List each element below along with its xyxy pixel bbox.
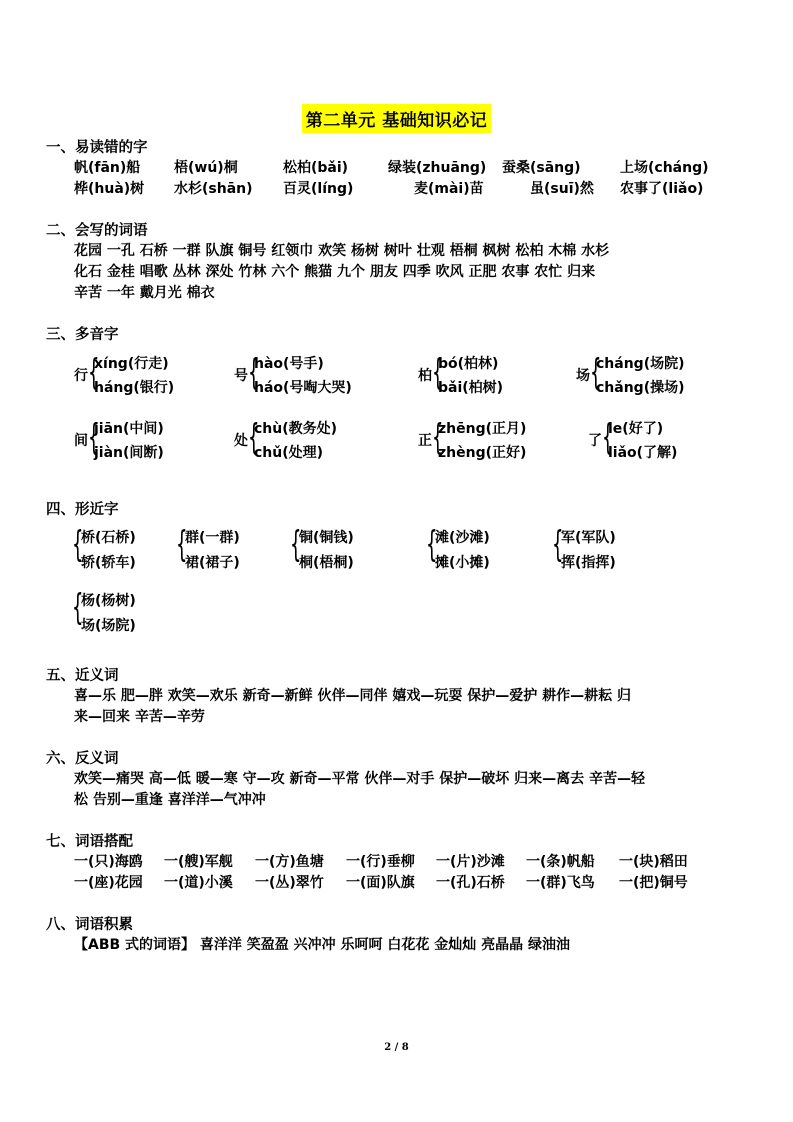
misread-char: 桦(huà)树 <box>74 181 145 197</box>
similar-char: 桐(梧桐) <box>299 555 354 571</box>
pairing-item: 一(片)沙滩 <box>436 854 505 870</box>
misread-char: 虽(suī)然 <box>530 181 594 197</box>
pairing-item: 一(艘)军舰 <box>164 854 233 870</box>
polyphone-reading: háo(号啕大哭) <box>254 380 352 396</box>
polyphone-char: 场 <box>576 368 590 384</box>
char-row-1 <box>74 158 766 179</box>
misread-char: 松柏(bǎi) <box>283 160 349 176</box>
misread-char: 蚕桑(sāng) <box>502 160 581 176</box>
brace-icon: { <box>590 352 602 393</box>
polyphone-reading: chǔ(处理) <box>254 445 324 461</box>
pairing-item: 一(孔)石桥 <box>436 875 505 891</box>
pairing-item: 一(条)帆船 <box>526 854 595 870</box>
brace-icon: { <box>88 352 100 393</box>
brace-icon: { <box>88 417 100 458</box>
polyphone-char: 了 <box>588 433 602 449</box>
similar-char: 桥(石桥) <box>81 530 136 546</box>
pairing-item: 一(块)稻田 <box>619 854 688 870</box>
similar-char: 裙(裙子) <box>185 555 240 571</box>
polyphone-char: 号 <box>234 368 248 384</box>
similar-char: 摊(小摊) <box>435 555 490 571</box>
similar-char: 杨(杨树) <box>81 593 136 609</box>
title-wrap <box>0 104 793 133</box>
section-word-pairing <box>46 832 766 894</box>
section-misread-chars <box>46 138 766 200</box>
pairing-item: 一(行)垂柳 <box>346 854 415 870</box>
pairing-item: 一(群)飞鸟 <box>526 875 595 891</box>
polyphone-char: 行 <box>74 368 88 384</box>
brace-icon: { <box>290 524 302 565</box>
misread-char: 梧(wú)桐 <box>174 160 238 176</box>
polyphone-char: 柏 <box>418 368 432 384</box>
polyphone-reading: chǎng(操场) <box>596 380 685 396</box>
pairing-item: 一(道)小溪 <box>164 875 233 891</box>
polyphone-reading: háng(银行) <box>94 380 175 396</box>
polyphone-reading: chù(教务处) <box>254 421 338 437</box>
section-heading: 五、近义词 <box>46 668 119 684</box>
brace-icon: { <box>248 417 260 458</box>
synonym-line: 来—回来 辛苦—辛劳 <box>74 709 205 725</box>
similar-char: 群(一群) <box>185 530 240 546</box>
word-line: 辛苦 一年 戴月光 棉衣 <box>74 285 215 301</box>
brace-icon: { <box>432 352 444 393</box>
antonym-line: 松 告别—重逢 喜洋洋—气冲冲 <box>74 792 266 808</box>
pairing-item: 一(方)鱼塘 <box>255 854 324 870</box>
pairing-item: 一(丛)翠竹 <box>255 875 324 891</box>
section-heading: 八、词语积累 <box>46 917 133 933</box>
brace-icon: { <box>248 352 260 393</box>
word-line: 化石 金桂 唱歌 丛林 深处 竹林 六个 熊猫 九个 朋友 四季 吹风 正肥 农事 农忙 归来 <box>74 264 596 280</box>
polyphone-reading: le(好了) <box>608 421 664 437</box>
abb-words-line: 【ABB 式的词语】 喜洋洋 笑盈盈 兴冲冲 乐呵呵 白花花 金灿灿 亮晶晶 绿油油 <box>74 937 571 953</box>
pairing-item: 一(把)铜号 <box>619 875 688 891</box>
misread-char: 上场(cháng) <box>620 160 709 176</box>
section-similar-chars <box>46 500 766 640</box>
pairing-item: 一(面)队旗 <box>346 875 415 891</box>
polyphone-reading: zhèng(正好) <box>438 445 527 461</box>
brace-icon: { <box>602 417 614 458</box>
pairing-row-1 <box>74 852 766 873</box>
brace-icon: { <box>72 524 84 565</box>
section-word-accumulation <box>46 915 766 956</box>
brace-icon: { <box>432 417 444 458</box>
misread-char: 水杉(shān) <box>174 181 253 197</box>
misread-char: 绿装(zhuāng) <box>388 160 487 176</box>
pairing-row-2 <box>74 873 766 894</box>
section-heading: 七、词语搭配 <box>46 834 133 850</box>
polyphone-reading: jiān(中间) <box>94 421 164 437</box>
polyphone-reading: cháng(场院) <box>596 356 685 372</box>
similar-char: 滩(沙滩) <box>435 530 490 546</box>
similar-char: 军(军队) <box>561 530 616 546</box>
page-number: 2 / 8 <box>384 1042 409 1053</box>
synonym-line: 喜—乐 肥—胖 欢笑—欢乐 新奇—新鲜 伙伴—同伴 嬉戏—玩耍 保护—爱护 耕作—耕耘 归 <box>74 688 631 704</box>
polyphone-reading: hào(号手) <box>254 356 324 372</box>
polyphone-reading: jiàn(间断) <box>94 445 164 461</box>
char-row-2 <box>74 179 766 200</box>
polyphone-reading: zhēng(正月) <box>438 421 527 437</box>
polyphone-reading: bǎi(柏树) <box>438 380 504 396</box>
section-writing-words <box>46 221 766 304</box>
section-antonyms <box>46 749 766 811</box>
section-heading: 一、易读错的字 <box>46 140 148 156</box>
polyphone-reading: bó(柏林) <box>438 356 499 372</box>
polyphone-char: 处 <box>234 433 248 449</box>
misread-char: 麦(mài)苗 <box>414 181 484 197</box>
misread-char: 帆(fān)船 <box>74 160 141 176</box>
polyphone-reading: xíng(行走) <box>94 356 169 372</box>
section-heading: 四、形近字 <box>46 502 119 518</box>
page-title: 第二单元 基础知识必记 <box>302 104 491 133</box>
misread-char: 百灵(líng) <box>283 181 354 197</box>
similar-char: 轿(轿车) <box>81 555 136 571</box>
antonym-line: 欢笑—痛哭 高—低 暖—寒 守—攻 新奇—平常 伙伴—对手 保护—破坏 归来—离去 辛苦—轻 <box>74 771 645 787</box>
polyphone-char: 间 <box>74 433 88 449</box>
brace-icon: { <box>72 587 84 628</box>
section-polyphones <box>46 325 766 475</box>
similar-char: 场(场院) <box>81 618 136 634</box>
section-synonyms <box>46 666 766 728</box>
pairing-item: 一(只)海鸥 <box>74 854 143 870</box>
word-line: 花园 一孔 石桥 一群 队旗 铜号 红领巾 欢笑 杨树 树叶 壮观 梧桐 枫树 松柏 木棉 水杉 <box>74 243 610 259</box>
similar-char: 挥(指挥) <box>561 555 616 571</box>
brace-icon: { <box>176 524 188 565</box>
similar-char: 铜(铜钱) <box>299 530 354 546</box>
section-heading: 二、会写的词语 <box>46 223 148 239</box>
brace-icon: { <box>552 524 564 565</box>
polyphone-reading: liǎo(了解) <box>608 445 678 461</box>
brace-icon: { <box>426 524 438 565</box>
pairing-item: 一(座)花园 <box>74 875 143 891</box>
section-heading: 六、反义词 <box>46 751 119 767</box>
section-heading: 三、多音字 <box>46 327 119 343</box>
misread-char: 农事了(liǎo) <box>620 181 704 197</box>
polyphone-char: 正 <box>418 433 432 449</box>
